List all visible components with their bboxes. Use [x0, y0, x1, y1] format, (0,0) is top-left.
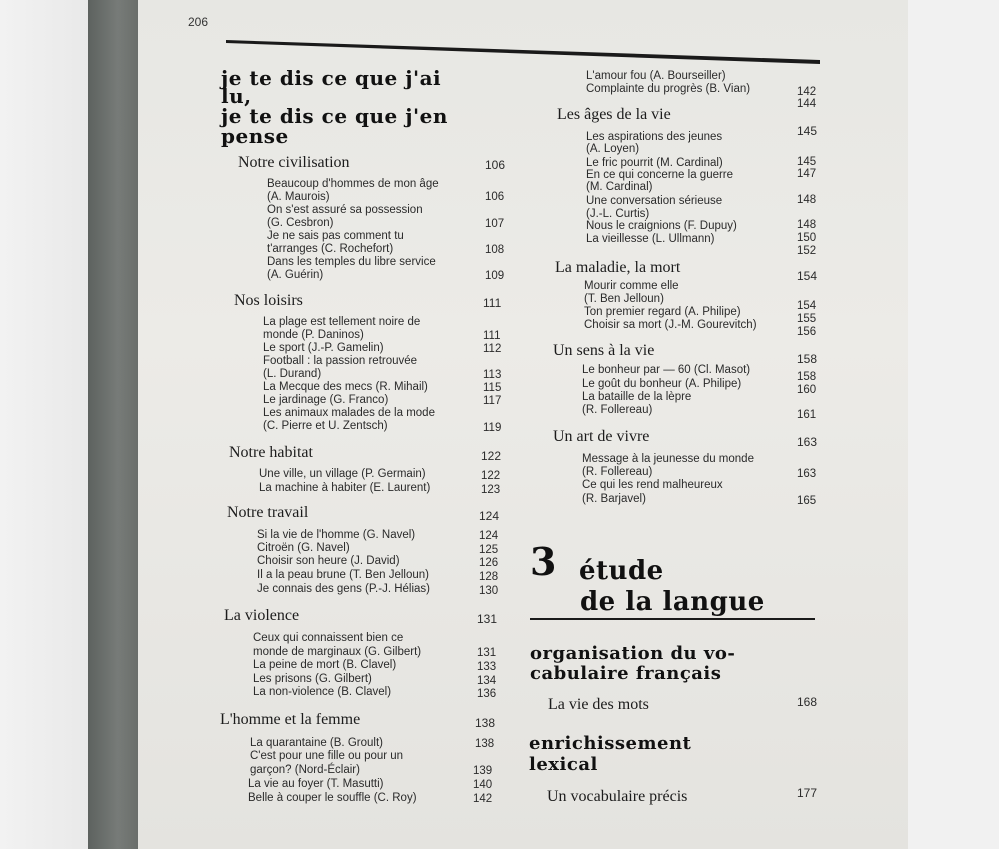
part-underline — [530, 618, 815, 620]
entry-text: (A. Guérin) — [267, 269, 324, 281]
entry-page: 148 — [797, 219, 817, 231]
part-number: 3 — [530, 539, 557, 584]
entry-page: 152 — [797, 245, 817, 257]
entry-page: 155 — [797, 313, 817, 325]
entry-page: 142 — [797, 86, 817, 98]
entry-text: (A. Maurois) — [267, 191, 330, 203]
entry-page: 115 — [483, 382, 502, 394]
subsection-heading-line-2: lexical — [529, 754, 598, 775]
section-page: 106 — [485, 158, 506, 172]
entry-text: Une ville, un village (P. Germain) — [259, 468, 426, 480]
section-page: 158 — [797, 352, 818, 366]
entry-page: 125 — [479, 544, 499, 556]
entry-text: En ce qui concerne la guerre — [586, 169, 734, 181]
entry-text: (J.-L. Curtis) — [586, 208, 650, 220]
entry-text: La machine à habiter (E. Laurent) — [259, 482, 431, 494]
main-heading-line-2: lu, — [221, 84, 252, 108]
entry-page: 128 — [479, 571, 499, 583]
entry-text: (M. Cardinal) — [586, 181, 653, 193]
entry-page: 144 — [797, 98, 817, 110]
entry-page: 131 — [477, 647, 497, 659]
section-title: Notre habitat — [229, 444, 313, 461]
entry-text: On s'est assuré sa possession — [267, 204, 423, 216]
entry-text: Citroën (G. Navel) — [257, 542, 350, 554]
subsection-heading-line-2: cabulaire français — [530, 663, 722, 684]
entry-text: Choisir son heure (J. David) — [257, 555, 400, 567]
section-title: Un sens à la vie — [553, 342, 655, 359]
entry-text: Le goût du bonheur (A. Philipe) — [582, 378, 742, 390]
entry-text: Belle à couper le souffle (C. Roy) — [248, 792, 417, 804]
entry-page: 130 — [479, 585, 499, 597]
section-page: 163 — [797, 435, 818, 449]
entry-page: 140 — [473, 779, 493, 791]
section-title: Notre travail — [227, 504, 309, 521]
entry-text: (A. Loyen) — [586, 143, 640, 155]
entry-text: Ceux qui connaissent bien ce — [253, 632, 404, 644]
section-title: La maladie, la mort — [555, 259, 681, 276]
entry-text: Mourir comme elle — [584, 280, 679, 292]
section-page: 111 — [483, 296, 502, 310]
part-title-line-2: de la langue — [580, 587, 765, 617]
entry-page: 145 — [797, 156, 817, 168]
entry-text: Football : la passion retrouvée — [263, 355, 418, 367]
entry-text: Si la vie de l'homme (G. Navel) — [257, 529, 416, 541]
entry-page: 106 — [485, 191, 505, 203]
entry-text: La vie au foyer (T. Masutti) — [248, 778, 384, 790]
entry-text: La quarantaine (B. Groult) — [250, 737, 383, 749]
entry-text: La Mecque des mecs (R. Mihail) — [263, 381, 428, 393]
entry-text: Le sport (J.-P. Gamelin) — [263, 342, 384, 354]
entry-page: 160 — [797, 384, 817, 396]
entry-page: 142 — [473, 793, 493, 805]
subsection-heading-line-1: enrichissement — [529, 733, 692, 754]
main-heading-line-4: pense — [221, 124, 289, 148]
entry-text: La vieillesse (L. Ullmann) — [586, 233, 715, 245]
entry-page: 126 — [479, 557, 499, 569]
section-page: 177 — [797, 786, 818, 800]
entry-text: La peine de mort (B. Clavel) — [253, 659, 397, 671]
entry-text: Ce qui les rend malheureux — [582, 479, 723, 491]
book-page — [138, 0, 908, 849]
section-page: 145 — [797, 124, 818, 138]
entry-text: Les prisons (G. Gilbert) — [253, 673, 372, 685]
section-title: Les âges de la vie — [557, 106, 671, 123]
entry-page: 123 — [481, 484, 501, 496]
entry-text: La non-violence (B. Clavel) — [253, 686, 392, 698]
entry-text: Je connais des gens (P.-J. Hélias) — [257, 583, 431, 595]
entry-text: (R. Follereau) — [582, 466, 653, 478]
entry-page: 122 — [481, 470, 501, 482]
entry-page: 138 — [475, 738, 495, 750]
entry-page: 139 — [473, 765, 493, 777]
entry-page: 161 — [797, 409, 817, 421]
entry-page: 117 — [483, 395, 502, 407]
entry-text: (C. Pierre et U. Zentsch) — [263, 420, 388, 432]
section-page: 168 — [797, 695, 818, 709]
section-title: La violence — [224, 607, 300, 624]
background-right — [908, 0, 999, 849]
entry-page: 111 — [483, 330, 501, 342]
entry-page: 112 — [483, 343, 502, 355]
section-page: 131 — [477, 612, 498, 626]
entry-text: monde (P. Daninos) — [263, 329, 364, 341]
part-title-line-1: étude — [579, 556, 664, 586]
background-left — [0, 0, 88, 849]
section-page: 122 — [481, 449, 502, 463]
entry-page: 158 — [797, 371, 817, 383]
entry-text: Les animaux malades de la mode — [263, 407, 435, 419]
entry-page: 108 — [485, 244, 505, 256]
section-title: La vie des mots — [548, 696, 649, 713]
entry-page: 156 — [797, 326, 817, 338]
section-title: Un vocabulaire précis — [547, 788, 688, 805]
entry-page: 136 — [477, 688, 497, 700]
section-title: Nos loisirs — [234, 292, 303, 309]
entry-text: (G. Cesbron) — [267, 217, 334, 229]
entry-text: (T. Ben Jelloun) — [584, 293, 664, 305]
section-title: Notre civilisation — [238, 154, 350, 171]
entry-text: (L. Durand) — [263, 368, 322, 380]
entry-text: Je ne sais pas comment tu — [267, 230, 404, 242]
entry-page: 133 — [477, 661, 497, 673]
entry-page: 119 — [483, 422, 502, 434]
entry-text: Le bonheur par — 60 (Cl. Masot) — [582, 364, 751, 376]
entry-text: La plage est tellement noire de — [263, 316, 421, 328]
entry-page: 134 — [477, 675, 497, 687]
entry-text: Nous le craignions (F. Dupuy) — [586, 220, 737, 232]
entry-page: 163 — [797, 468, 817, 480]
main-heading-line-1: je te dis ce que j'ai — [221, 66, 442, 90]
subsection-heading-line-1: organisation du vo- — [530, 643, 736, 664]
entry-text: La bataille de la lèpre — [582, 391, 692, 403]
entry-text: C'est pour une fille ou pour un — [250, 750, 404, 762]
entry-text: garçon? (Nord-Éclair) — [250, 764, 360, 776]
entry-page: 107 — [485, 218, 505, 230]
section-page: 124 — [479, 509, 500, 523]
entry-page: 124 — [479, 530, 499, 542]
entry-page: 150 — [797, 232, 817, 244]
entry-page: 147 — [797, 168, 817, 180]
section-page: 154 — [797, 269, 818, 283]
entry-text: Le jardinage (G. Franco) — [263, 394, 389, 406]
entry-text: Ton premier regard (A. Philipe) — [584, 306, 741, 318]
entry-text: Choisir sa mort (J.-M. Gourevitch) — [584, 319, 757, 331]
entry-text: Complainte du progrès (B. Vian) — [586, 83, 751, 95]
entry-text: L'amour fou (A. Bourseiller) — [586, 70, 726, 82]
entry-text: Les aspirations des jeunes — [586, 131, 723, 143]
entry-page: 109 — [485, 270, 505, 282]
entry-text: Message à la jeunesse du monde — [582, 453, 754, 465]
entry-text: Le fric pourrit (M. Cardinal) — [586, 157, 723, 169]
entry-page: 113 — [483, 369, 502, 381]
entry-text: Il a la peau brune (T. Ben Jelloun) — [257, 569, 429, 581]
top-rule — [226, 38, 820, 68]
section-title: Un art de vivre — [553, 428, 650, 445]
entry-text: (R. Barjavel) — [582, 493, 646, 505]
entry-text: t'arranges (C. Rochefort) — [267, 243, 394, 255]
entry-page: 165 — [797, 495, 817, 507]
entry-text: monde de marginaux (G. Gilbert) — [253, 646, 422, 658]
entry-page: 148 — [797, 194, 817, 206]
page-number: 206 — [188, 15, 209, 29]
book-spine — [88, 0, 138, 849]
entry-text: Beaucoup d'hommes de mon âge — [267, 178, 439, 190]
entry-text: (R. Follereau) — [582, 404, 653, 416]
section-page: 138 — [475, 716, 496, 730]
entry-text: Une conversation sérieuse — [586, 195, 723, 207]
section-title: L'homme et la femme — [220, 711, 361, 728]
entry-text: Dans les temples du libre service — [267, 256, 436, 268]
entry-page: 154 — [797, 300, 817, 312]
main-heading-line-3: je te dis ce que j'en — [221, 104, 448, 128]
